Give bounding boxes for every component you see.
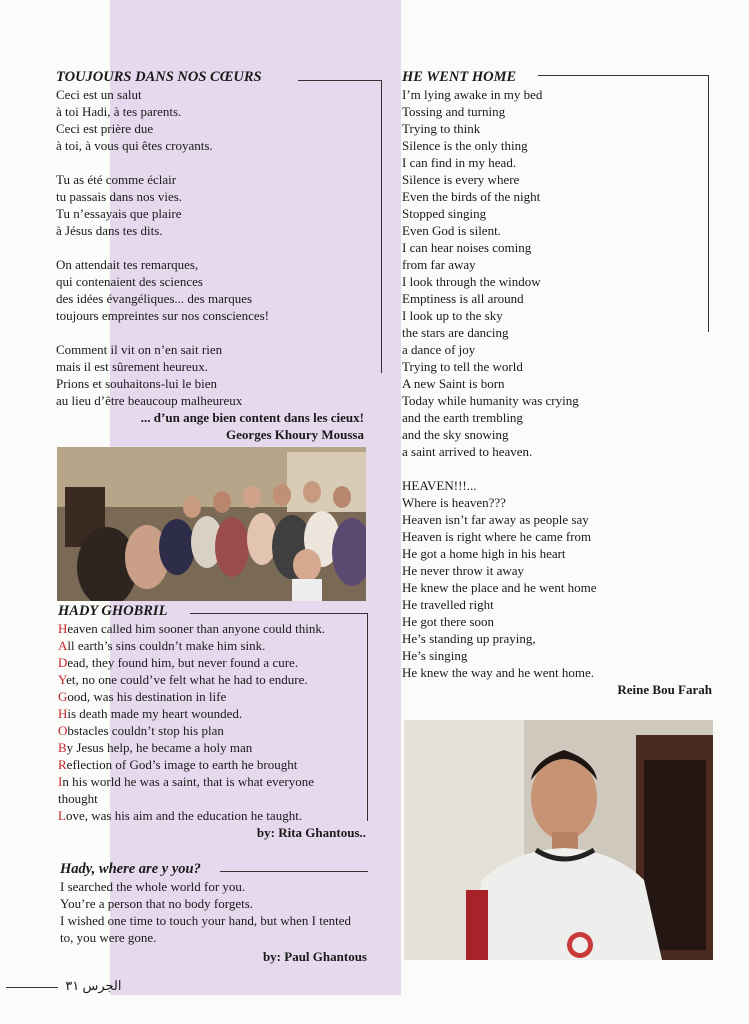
title-rule	[538, 75, 709, 76]
poem-line: Where is heaven???	[402, 495, 506, 510]
poem-line: and the sky snowing	[402, 427, 509, 442]
acrostic-initial: B	[58, 740, 67, 755]
poem-line: Tu n’essayais que plaire	[56, 206, 182, 221]
poem-line: Prions et souhaitons-lui le bien	[56, 376, 218, 391]
acrostic-lines	[58, 620, 368, 824]
poem-line: Heaven isn’t far away as people say	[402, 512, 589, 527]
poem-hady-ghobril	[58, 602, 368, 841]
poem-where-are-you	[60, 860, 368, 965]
footer-rule-glyph	[6, 987, 58, 988]
stanza-gap	[56, 239, 382, 256]
acrostic-initial: I	[58, 774, 63, 789]
acrostic-rest: thought	[58, 791, 98, 806]
acrostic-rest: ove, was his aim and the education he taught.	[65, 808, 303, 823]
poem-line: qui contenaient des sciences	[56, 274, 203, 289]
poem-line: I can find in my head.	[402, 155, 517, 170]
poem-line: You’re a person that no body forgets.	[60, 896, 254, 911]
poem-line: I’m lying awake in my bed	[402, 87, 543, 102]
poem-line: and the earth trembling	[402, 410, 523, 425]
poem-line: I searched the whole world for you.	[60, 879, 246, 894]
acrostic-rest: eaven called him sooner than anyone could think.	[67, 621, 326, 636]
acrostic-initial: H	[58, 706, 68, 721]
poem-line: à toi, à vous qui êtes croyants.	[56, 138, 213, 153]
acrostic-line	[58, 654, 368, 671]
poem-line: the stars are dancing	[402, 325, 509, 340]
poem-line: Silence is every where	[402, 172, 520, 187]
title-rule	[298, 80, 382, 81]
poem-lines	[56, 86, 382, 409]
acrostic-initial: G	[58, 689, 68, 704]
acrostic-line	[58, 705, 368, 722]
acrostic-initial: A	[58, 638, 68, 653]
poem-line: He knew the way and he went home.	[402, 665, 595, 680]
poem-line: from far away	[402, 257, 476, 272]
poem-line: Comment il vit on n’en sait rien	[56, 342, 223, 357]
acrostic-rest: n his world he was a saint, that is what everyone	[62, 774, 314, 789]
acrostic-line	[58, 739, 368, 756]
acrostic-line	[58, 807, 368, 824]
footer-text: الجرس ٣١	[65, 978, 122, 993]
poem-line: Emptiness is all around	[402, 291, 524, 306]
poem-line: Trying to tell the world	[402, 359, 523, 374]
poem-line: He got there soon	[402, 614, 495, 629]
poem-he-went-home	[402, 68, 712, 698]
poem-title: HADY GHOBRIL	[58, 603, 168, 619]
poem-line: mais il est sûrement heureux.	[56, 359, 208, 374]
side-rule	[367, 613, 368, 821]
acrostic-rest: bstacles couldn’t stop his plan	[67, 723, 224, 738]
acrostic-rest: et, no one could’ve felt what he had to endure.	[66, 672, 308, 687]
poem-author: by: Rita Ghantous..	[256, 825, 366, 840]
poem-line: Ceci est prière due	[56, 121, 154, 136]
poem-line: I wished one time to touch your hand, but when I tented	[60, 913, 351, 928]
acrostic-rest: is death made my heart wounded.	[67, 706, 243, 721]
poem-line: Even God is silent.	[402, 223, 501, 238]
group-photo-image	[57, 447, 366, 601]
acrostic-initial: R	[58, 757, 67, 772]
title-rule	[220, 871, 368, 872]
poem-lines	[60, 878, 368, 946]
acrostic-line	[58, 756, 368, 773]
portrait-photo	[404, 720, 713, 960]
acrostic-rest: y Jesus help, he became a holy man	[66, 740, 253, 755]
poem-closing: ... d’un ange bien content dans les cieux!	[140, 410, 364, 425]
poem-line: a dance of joy	[402, 342, 476, 357]
poem-title: Hady, where are y you?	[60, 861, 201, 877]
poem-line: Even the birds of the night	[402, 189, 541, 204]
poem-title: HE WENT HOME	[402, 69, 517, 85]
acrostic-line	[58, 722, 368, 739]
poem-lines	[402, 86, 712, 681]
acrostic-rest: ood, was his destination in life	[67, 689, 227, 704]
poem-line: I look through the window	[402, 274, 541, 289]
acrostic-line	[58, 790, 368, 807]
poem-line: He’s standing up praying,	[402, 631, 536, 646]
poem-line: a saint arrived to heaven.	[402, 444, 533, 459]
poem-line: Tu as été comme éclair	[56, 172, 177, 187]
poem-line: I can hear noises coming	[402, 240, 532, 255]
poem-line: Today while humanity was crying	[402, 393, 579, 408]
poem-line: à Jésus dans tes dits.	[56, 223, 163, 238]
acrostic-initial: H	[58, 621, 68, 636]
poem-line: He’s singing	[402, 648, 468, 663]
side-rule	[708, 75, 709, 332]
poem-author: by: Paul Ghantous	[262, 949, 367, 964]
poem-line: des idées évangéliques... des marques	[56, 291, 253, 306]
acrostic-line	[58, 773, 368, 790]
poem-title: TOUJOURS DANS NOS CŒURS	[56, 69, 262, 85]
acrostic-initial: L	[58, 808, 66, 823]
stanza-gap	[56, 324, 382, 341]
poem-line: au lieu d’être beaucoup malheureux	[56, 393, 243, 408]
poem-line: to, you were gone.	[60, 930, 157, 945]
poem-line: On attendait tes remarques,	[56, 257, 199, 272]
acrostic-rest: eflection of God’s image to earth he brought	[66, 757, 298, 772]
side-rule	[381, 80, 382, 373]
group-photo	[57, 447, 366, 601]
portrait-photo-image	[404, 720, 713, 960]
poem-line: Tossing and turning	[402, 104, 506, 119]
stanza-gap	[56, 154, 382, 171]
stanza-gap	[402, 460, 712, 477]
poem-line: Ceci est un salut	[56, 87, 142, 102]
acrostic-rest: ll earth’s sins couldn’t make him sink.	[67, 638, 266, 653]
acrostic-initial: D	[58, 655, 68, 670]
acrostic-line	[58, 637, 368, 654]
acrostic-line	[58, 671, 368, 688]
poem-line: He travelled right	[402, 597, 494, 612]
title-rule	[190, 613, 368, 614]
poem-line: Trying to think	[402, 121, 481, 136]
poem-author: Reine Bou Farah	[617, 682, 712, 697]
poem-line: He got a home high in his heart	[402, 546, 566, 561]
poem-line: à toi Hadi, à tes parents.	[56, 104, 182, 119]
acrostic-initial: O	[58, 723, 68, 738]
poem-line: I look up to the sky	[402, 308, 503, 323]
poem-author: Georges Khoury Moussa	[226, 427, 364, 442]
acrostic-initial: Y	[58, 672, 67, 687]
acrostic-line	[58, 688, 368, 705]
acrostic-line	[58, 620, 368, 637]
poem-line: He never throw it away	[402, 563, 525, 578]
poem-line: He knew the place and he went home	[402, 580, 597, 595]
poem-line: HEAVEN!!!...	[402, 478, 477, 493]
poem-line: Heaven is right where he came from	[402, 529, 592, 544]
poem-line: toujours empreintes sur nos consciences!	[56, 308, 270, 323]
page-footer	[6, 978, 121, 994]
poem-line: A new Saint is born	[402, 376, 505, 391]
poem-line: Stopped singing	[402, 206, 487, 221]
poem-line: tu passais dans nos vies.	[56, 189, 183, 204]
acrostic-rest: ead, they found him, but never found a cure.	[67, 655, 299, 670]
poem-toujours	[56, 68, 382, 443]
poem-line: Silence is the only thing	[402, 138, 528, 153]
